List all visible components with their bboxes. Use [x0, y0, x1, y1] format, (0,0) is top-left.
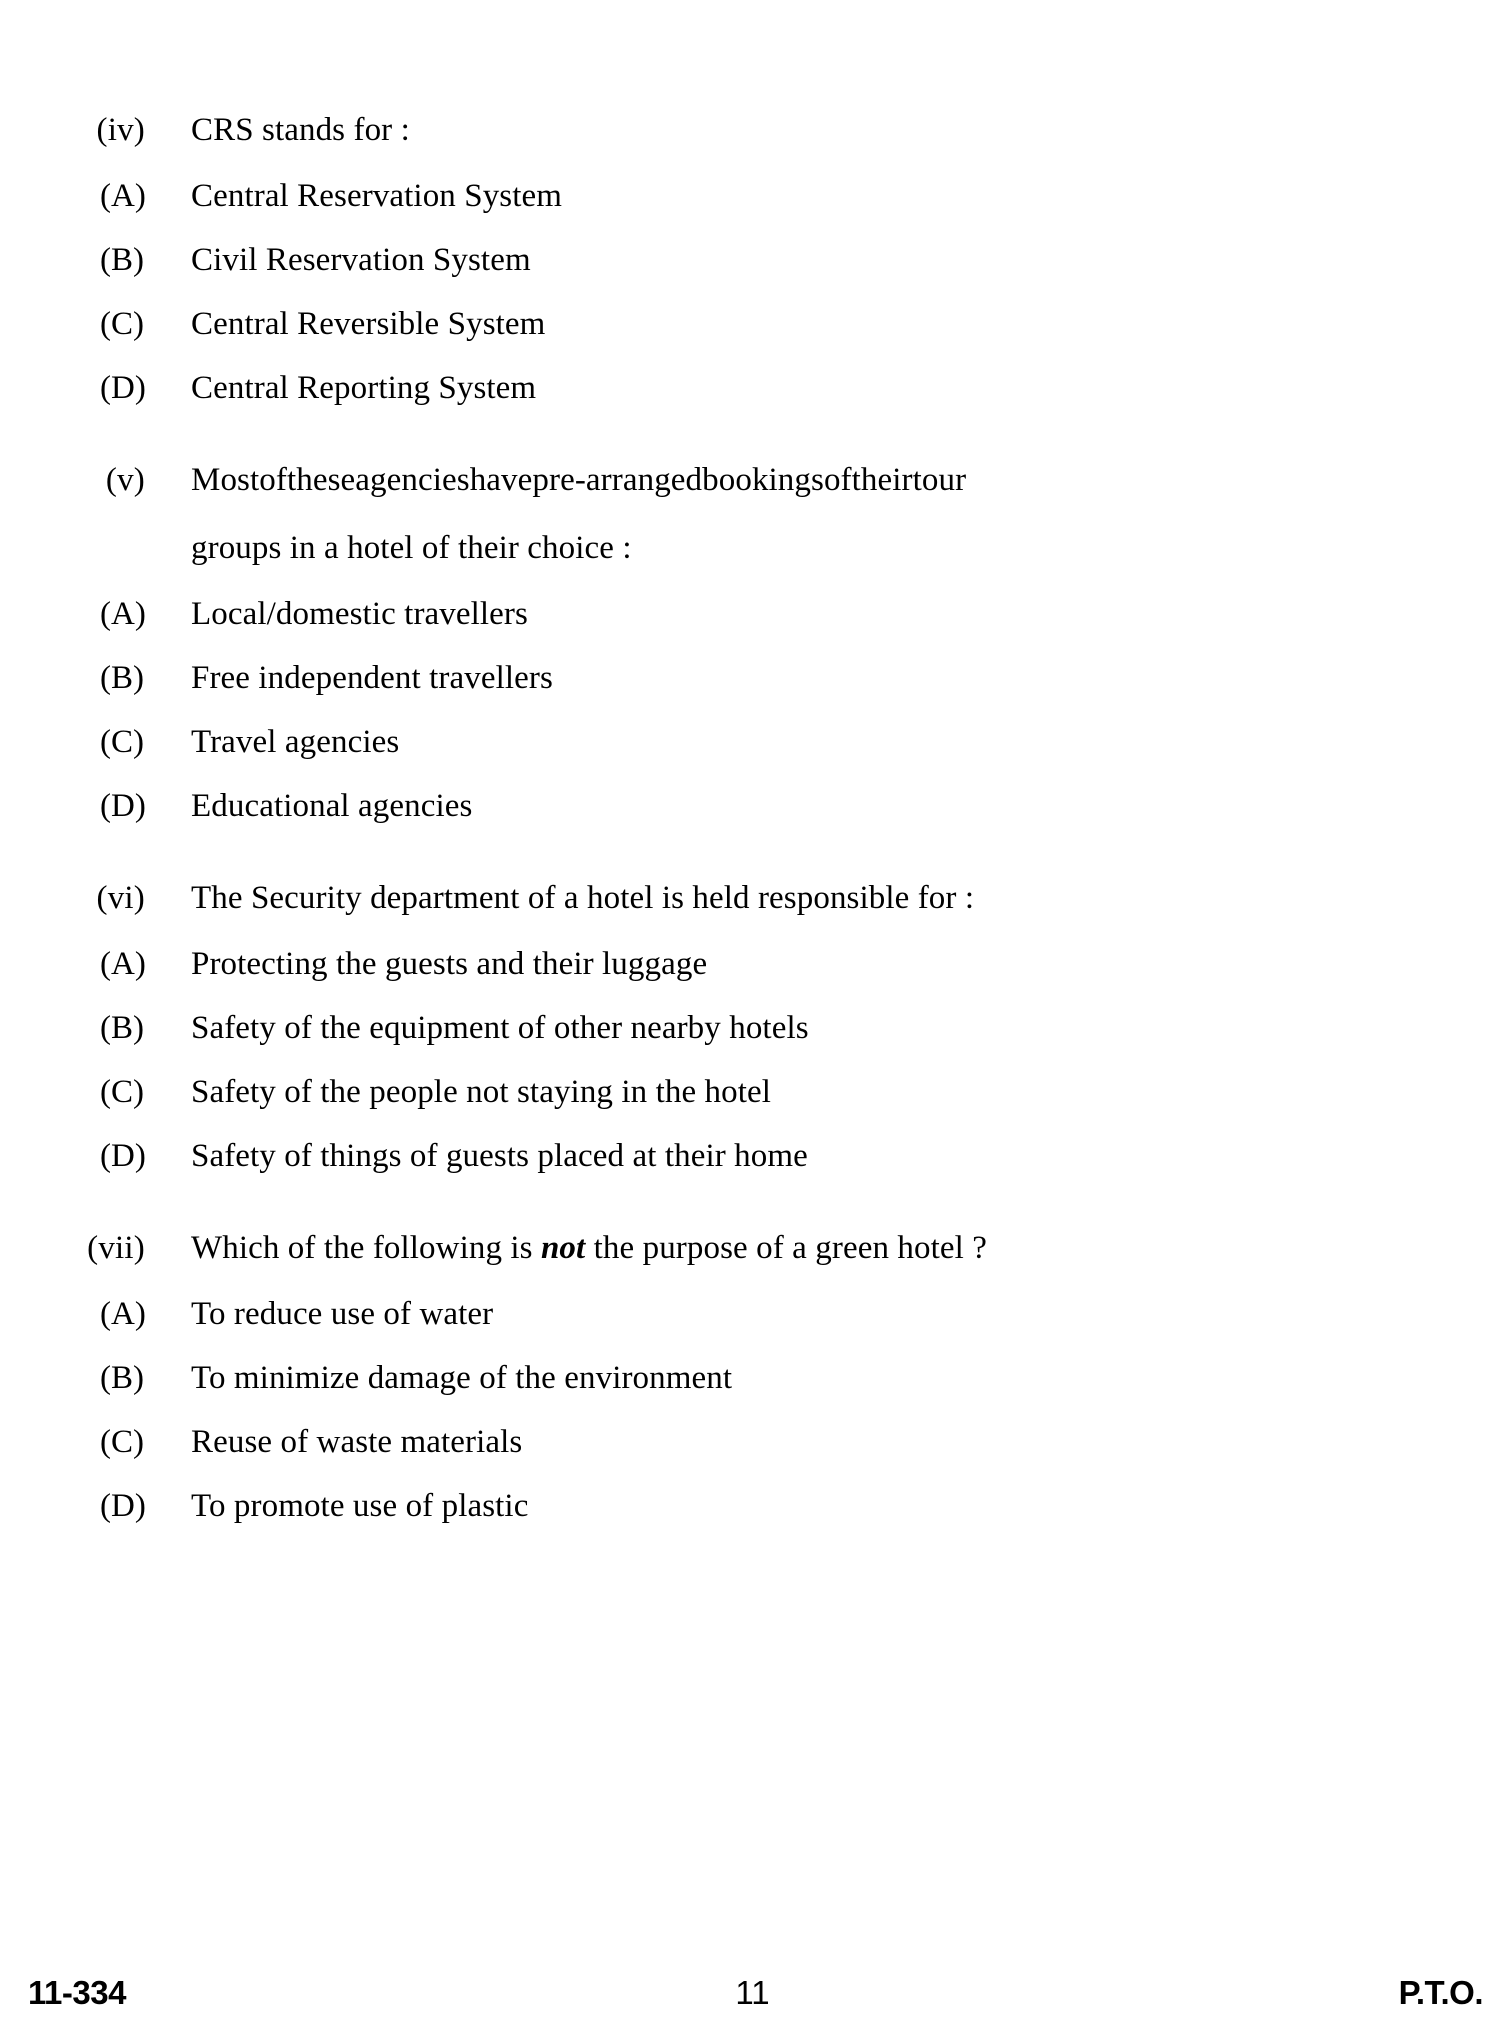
option-label: (A)	[100, 178, 146, 214]
option-row[interactable]	[0, 710, 1505, 774]
option-label: (D)	[100, 1488, 146, 1524]
justified-word: these	[286, 462, 356, 498]
question-list	[0, 96, 1505, 1538]
question-text-line-1	[191, 446, 1440, 514]
turn-over-note: P.T.O.	[1398, 1974, 1483, 2011]
option-text: Central Reporting System	[191, 370, 537, 406]
justified-word: bookings	[702, 462, 824, 498]
question-block-vii	[0, 1214, 1505, 1538]
question-block-v	[0, 446, 1505, 838]
block-spacer	[0, 838, 1505, 864]
option-text: Central Reservation System	[191, 178, 563, 214]
justified-word: their	[851, 462, 913, 498]
question-emphasis-not: not	[540, 1230, 586, 1266]
option-label: (D)	[100, 370, 146, 406]
option-text: Central Reversible System	[191, 306, 546, 342]
paper-code: 11-334	[28, 1974, 126, 2011]
question-stem-vii	[0, 1214, 1505, 1282]
option-row[interactable]	[0, 1346, 1505, 1410]
option-row[interactable]	[0, 774, 1505, 838]
question-stem-vi	[0, 864, 1505, 932]
option-label: (C)	[100, 1424, 144, 1460]
justified-word: of	[259, 462, 287, 498]
option-row[interactable]	[0, 646, 1505, 710]
option-row[interactable]	[0, 1124, 1505, 1188]
question-block-vi	[0, 864, 1505, 1188]
option-text: Local/domestic travellers	[191, 596, 528, 632]
option-label: (B)	[100, 1360, 144, 1396]
option-text: To minimize damage of the environment	[191, 1360, 733, 1396]
question-numeral-vii: (vii)	[87, 1230, 145, 1266]
option-text: Civil Reservation System	[191, 242, 531, 278]
option-text: Free independent travellers	[191, 660, 553, 696]
option-text: Reuse of waste materials	[191, 1424, 523, 1460]
option-row[interactable]	[0, 582, 1505, 646]
option-label: (B)	[100, 1010, 144, 1046]
option-row[interactable]	[0, 356, 1505, 420]
justified-word: have	[469, 462, 533, 498]
question-numeral-vi: (vi)	[96, 880, 145, 916]
option-text: Travel agencies	[191, 724, 400, 760]
question-text-iv: CRS stands for :	[191, 112, 410, 148]
option-row[interactable]	[0, 1060, 1505, 1124]
option-text: To reduce use of water	[191, 1296, 494, 1332]
question-numeral-iv: (iv)	[96, 112, 145, 148]
option-text: To promote use of plastic	[191, 1488, 529, 1524]
question-text-line-2: groups in a hotel of their choice :	[191, 530, 632, 566]
question-numeral-v: (v)	[105, 462, 145, 498]
option-text: Safety of the equipment of other nearby hotels	[191, 1010, 809, 1046]
question-text-v	[191, 446, 1505, 582]
option-row[interactable]	[0, 1282, 1505, 1346]
block-spacer	[0, 420, 1505, 446]
option-label: (B)	[100, 660, 144, 696]
option-label: (C)	[100, 724, 144, 760]
question-text-vi: The Security department of a hotel is held responsible for :	[191, 880, 975, 916]
question-stem-v	[0, 446, 1505, 582]
justified-word: agencies	[355, 462, 470, 498]
option-text: Safety of things of guests placed at their home	[191, 1138, 808, 1174]
option-label: (C)	[100, 1074, 144, 1110]
block-spacer	[0, 1188, 1505, 1214]
question-text-vii	[191, 1214, 1505, 1282]
option-row[interactable]	[0, 164, 1505, 228]
option-text: Safety of the people not staying in the hotel	[191, 1074, 772, 1110]
page-footer	[0, 1966, 1505, 2012]
option-label: (A)	[100, 1296, 146, 1332]
options-iv	[0, 164, 1505, 420]
options-v	[0, 582, 1505, 838]
option-label: (C)	[100, 306, 144, 342]
option-row[interactable]	[0, 228, 1505, 292]
option-row[interactable]	[0, 932, 1505, 996]
options-vi	[0, 932, 1505, 1188]
option-label: (A)	[100, 946, 146, 982]
option-text: Educational agencies	[191, 788, 473, 824]
justified-word: tour	[912, 462, 967, 498]
justified-word: pre-arranged	[532, 462, 703, 498]
question-text-before: Which of the following is	[191, 1230, 541, 1266]
option-text: Protecting the guests and their luggage	[191, 946, 708, 982]
option-label: (D)	[100, 788, 146, 824]
justified-word: Most	[191, 462, 260, 498]
justified-word: of	[823, 462, 852, 498]
option-row[interactable]	[0, 1474, 1505, 1538]
page-number: 11	[735, 1974, 770, 2011]
option-row[interactable]	[0, 292, 1505, 356]
question-block-iv	[0, 96, 1505, 420]
option-row[interactable]	[0, 1410, 1505, 1474]
option-label: (B)	[100, 242, 144, 278]
option-row[interactable]	[0, 996, 1505, 1060]
question-text-after: the purpose of a green hotel ?	[585, 1230, 987, 1266]
option-label: (A)	[100, 596, 146, 632]
option-label: (D)	[100, 1138, 146, 1174]
options-vii	[0, 1282, 1505, 1538]
question-stem-iv	[0, 96, 1505, 164]
